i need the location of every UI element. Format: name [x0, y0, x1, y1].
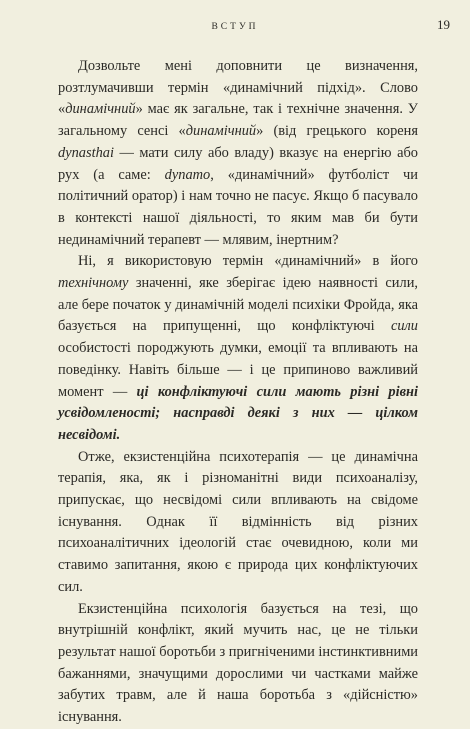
paragraph-text: — мати силу або владу) вказує на енергію або рух (а саме:: [58, 144, 418, 183]
paragraph: [58, 447, 418, 599]
emphasis-text: технічному: [58, 275, 129, 292]
paragraph: [58, 56, 418, 251]
emphasis-text: динамічний: [185, 123, 257, 140]
paragraph-text: » (від грецького кореня: [256, 123, 418, 140]
paragraph-text: » має як загальне, так і технічне значення. У загальному сенсі «: [58, 101, 418, 140]
paragraph-text: Ні, я використовую термін «динамічний» в його: [78, 253, 418, 270]
emphasis-text: dynamo: [164, 166, 211, 183]
emphasis-text: динамічний: [65, 101, 136, 118]
paragraph-text: Отже, екзистенційна психотерапія — це динамічна терапія, яка, як і різноманітні види психоаналізу, припускає, що несвідомі сили впливають на свідоме існування. Однак її відмінність від різних психоаналітичних ідеологій стає очевидною, коли ми ставимо запитання, якою є природа цих конфліктуючих сил.: [58, 448, 418, 595]
running-head: ВСТУП: [211, 22, 259, 32]
emphasis-text: сили: [390, 318, 418, 335]
body-text: [58, 56, 418, 729]
page-number: 19: [437, 17, 450, 32]
paragraph: [58, 599, 418, 729]
paragraph-text: , «динамічний» футболіст чи політичний оратор) і нам точно не пасує. Якщо б пасувало в контексті нашої діяльності, то яким мав би бути нединамічний терапевт — млявим, інертним?: [58, 166, 418, 248]
emphasis-text: dynasthai: [58, 144, 114, 161]
paragraph-text: значенні, яке зберігає ідею наявності сили, але бере початок у динамічній моделі психіки Фройда, яка базується на припущенні, що конфліктуючі: [58, 275, 418, 335]
paragraph-text: Екзистенційна психологія базується на тезі, що внутрішній конфлікт, який мучить нас, це не тільки результат нашої боротьби з пригніченими інстинктивними бажаннями, значущими дорослими чи частками майже забутих травм, але й наша боротьба з «дійсністю» існування.: [58, 600, 418, 726]
paragraph-text: особистості породжують думки, емоції та впливають на поведінку. Навіть більше — і це припиново важливий момент —: [58, 340, 418, 400]
paragraph: [58, 251, 418, 446]
emphasis-text: ці конфліктуючі сили мають різні рівні усвідомленості; насправді деякі з них — цілком несвідомі.: [58, 383, 418, 443]
paragraph-text: Дозвольте мені доповнити це визначення, розтлумачивши термін «динамічний підхід». Слово «: [58, 58, 418, 118]
